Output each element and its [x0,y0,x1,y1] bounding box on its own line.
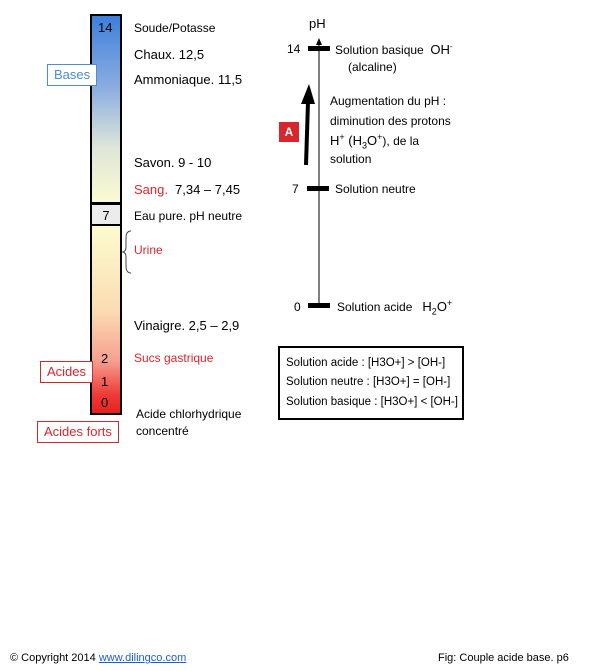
scale-number-2: 2 [101,351,109,366]
label-solution-basique: Solution basique OH- [335,42,453,57]
note-line-3: H+ $(H_3O^+)$, de la [330,132,420,151]
ph-tick-label-7: 7 [292,182,299,196]
urine-brace [123,231,131,273]
ph-tick-0 [308,303,330,308]
table-row-neutre: Solution neutre : [H3O+] = [OH-] [286,376,451,388]
label-concentre: concentré [136,424,189,438]
note-line-2: diminution des protons [330,114,451,128]
ph-axis-arrowhead [316,38,322,45]
footer-caption: Fig: Couple acide base. p6 [438,652,569,664]
footer-site-link[interactable]: www.dilingco.com [98,652,187,664]
label-vinaigre: Vinaigre. 2,5 – 2,9 [134,318,240,333]
scale-number-1: 1 [101,374,109,389]
note-line-1: Augmentation du pH : [330,94,447,108]
label-ammoniaque: Ammoniaque. 11,5 [134,72,243,87]
label-sucs-gastrique: Sucs gastrique [134,351,214,365]
ion-comparison-table [278,346,464,420]
note-line-4: solution [330,152,372,166]
ph-tick-label-0: 0 [294,300,301,314]
acides-label: Acides [47,364,87,379]
table-row-basique: Solution basique : [H3O+] < [OH-] [286,396,458,408]
scale-number-0: 0 [101,395,109,410]
label-solution-acide: Solution acide $H_2O^+$ [337,298,453,317]
label-savon: Savon. 9 - 10 [134,155,212,170]
label-acide-chlorhydrique: Acide chlorhydrique [136,407,242,421]
ph-axis-title: pH [309,16,326,31]
footer-copyright: © Copyright 2014 www.dilingco.com [10,652,187,664]
label-sang-value: 7,34 – 7,45 [175,182,241,197]
ph-tick-label-14: 14 [287,42,301,56]
acides-forts-label: Acides forts [44,424,112,439]
bases-label: Bases [54,67,91,82]
table-row-acide: Solution acide : [H3O+] > [OH-] [286,357,446,369]
label-eau-pure: Eau pure. pH neutre [134,209,243,223]
label-urine: Urine [134,243,163,257]
arrow-badge-a: A [279,122,299,142]
ph-increase-arrow-shaft [306,102,308,165]
ph-tick-7 [307,186,329,191]
label-solution-neutre: Solution neutre [335,182,416,196]
label-sang: Sang. [134,182,168,197]
label-soude: Soude/Potasse [134,21,216,35]
label-alcaline: (alcaline) [348,60,397,74]
ph-tick-14 [308,46,330,51]
scale-number-7: 7 [102,208,110,223]
label-chaux: Chaux. 12,5 [134,47,205,62]
scale-number-14: 14 [98,20,113,35]
ph-increase-arrowhead [301,84,315,104]
